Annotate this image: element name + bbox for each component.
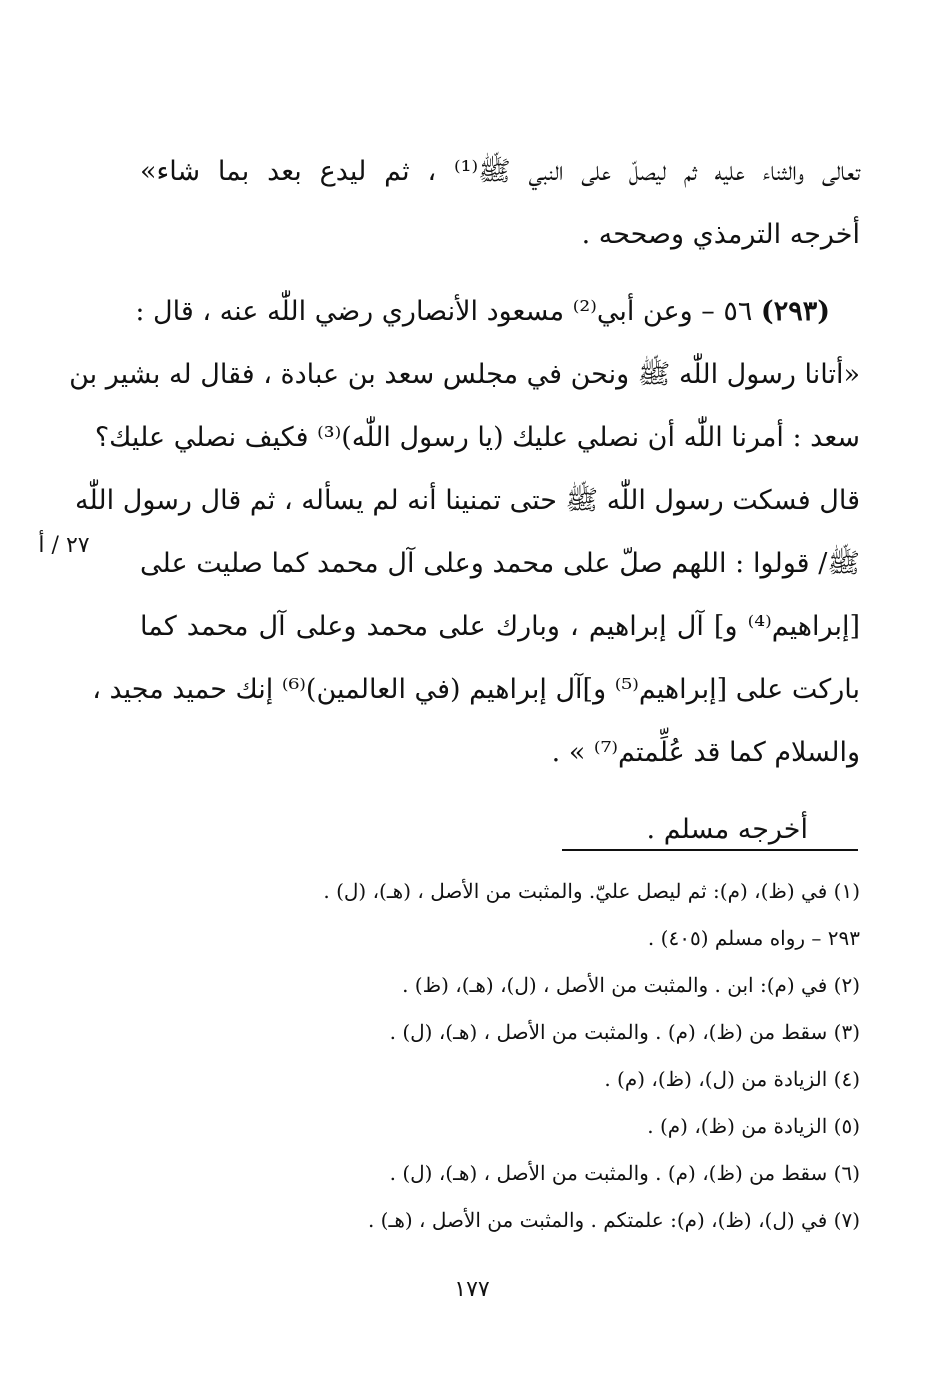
text-line-6: سعد : أمرنا اللّٰه أن نصلي عليك (يا رسول اللّٰه)⁽³⁾ فكيف نصلي عليك؟ xyxy=(94,422,860,453)
footnote-5: (٥) الزيادة من (ظ)، (م) . xyxy=(647,1114,860,1138)
footnote-4: (٤) الزيادة من (ل)، (ظ)، (م) . xyxy=(604,1067,860,1091)
paragraph-gap xyxy=(140,784,860,798)
footnotes xyxy=(140,868,860,1244)
main-text xyxy=(69,140,860,861)
footnote-3: (٣) سقط من (ظ)، (م) . والمثبت من الأصل ، (هـ)، (ل) . xyxy=(389,1020,860,1044)
paragraph-gap xyxy=(140,266,860,280)
text-line-8: ﷺ/ قولوا : اللهم صلّ على محمد وعلى آل محمد كما صليت على xyxy=(140,548,860,579)
hadith-sub-number: ٥٦ xyxy=(723,296,753,327)
footnote-7: (٧) في (ل)، (ظ)، (م): علمتكم . والمثبت من الأصل ، (هـ) . xyxy=(367,1208,860,1232)
text-line-9: [إبراهيم⁽⁴⁾ و] آل إبراهيم ، وبارك على محمد وعلى آل محمد كما xyxy=(140,611,860,642)
text-line-10: باركت على [إبراهيم⁽⁵⁾ و]آل إبراهيم (في العالمين)⁽⁶⁾ إنك حميد مجيد ، xyxy=(92,674,860,705)
hadith-number: (٢٩٣) xyxy=(760,296,830,327)
text-line-11: والسلام كما قد عُلِّمتم⁽⁷⁾ » . xyxy=(551,737,860,768)
folio-margin-note: ٢٧ / أ xyxy=(38,533,90,558)
hadith-heading-line xyxy=(135,280,860,343)
footnote-2: (٢) في (م): ابن . والمثبت من الأصل ، (ل)، (هـ)، (ظ) . xyxy=(402,973,860,997)
text-line-2: أخرجه الترمذي وصححه . xyxy=(581,219,860,250)
footnote-divider xyxy=(562,849,858,851)
text-line-13: أخرجه مسلم . xyxy=(646,814,808,845)
page-number: ١٧٧ xyxy=(454,1277,490,1302)
text-line-5: «أتانا رسول اللّٰه ﷺ ونحن في مجلس سعد بن عبادة ، فقال له بشير بن xyxy=(69,359,860,390)
text-line-1: تعالى والثناء عليه ثم ليصلّ على النبي ﷺ⁽¹⁾ ، ثم ليدع بعد بما شاء» xyxy=(140,156,860,187)
footnote-6: (٦) سقط من (ظ)، (م) . والمثبت من الأصل ، (هـ)، (ل) . xyxy=(389,1161,860,1185)
hadith-heading-text: – وعن أبي⁽²⁾ مسعود الأنصاري رضي اللّٰه عنه ، قال : xyxy=(135,296,715,327)
text-line-7: قال فسكت رسول اللّٰه ﷺ حتى تمنينا أنه لم يسأله ، ثم قال رسول اللّٰه xyxy=(75,485,860,516)
footnote-1: (١) في (ظ)، (م): ثم ليصل عليّ. والمثبت من الأصل ، (هـ)، (ل) . xyxy=(323,879,860,903)
footnote-293: ٢٩٣ – رواه مسلم (٤٠٥) . xyxy=(647,926,860,950)
